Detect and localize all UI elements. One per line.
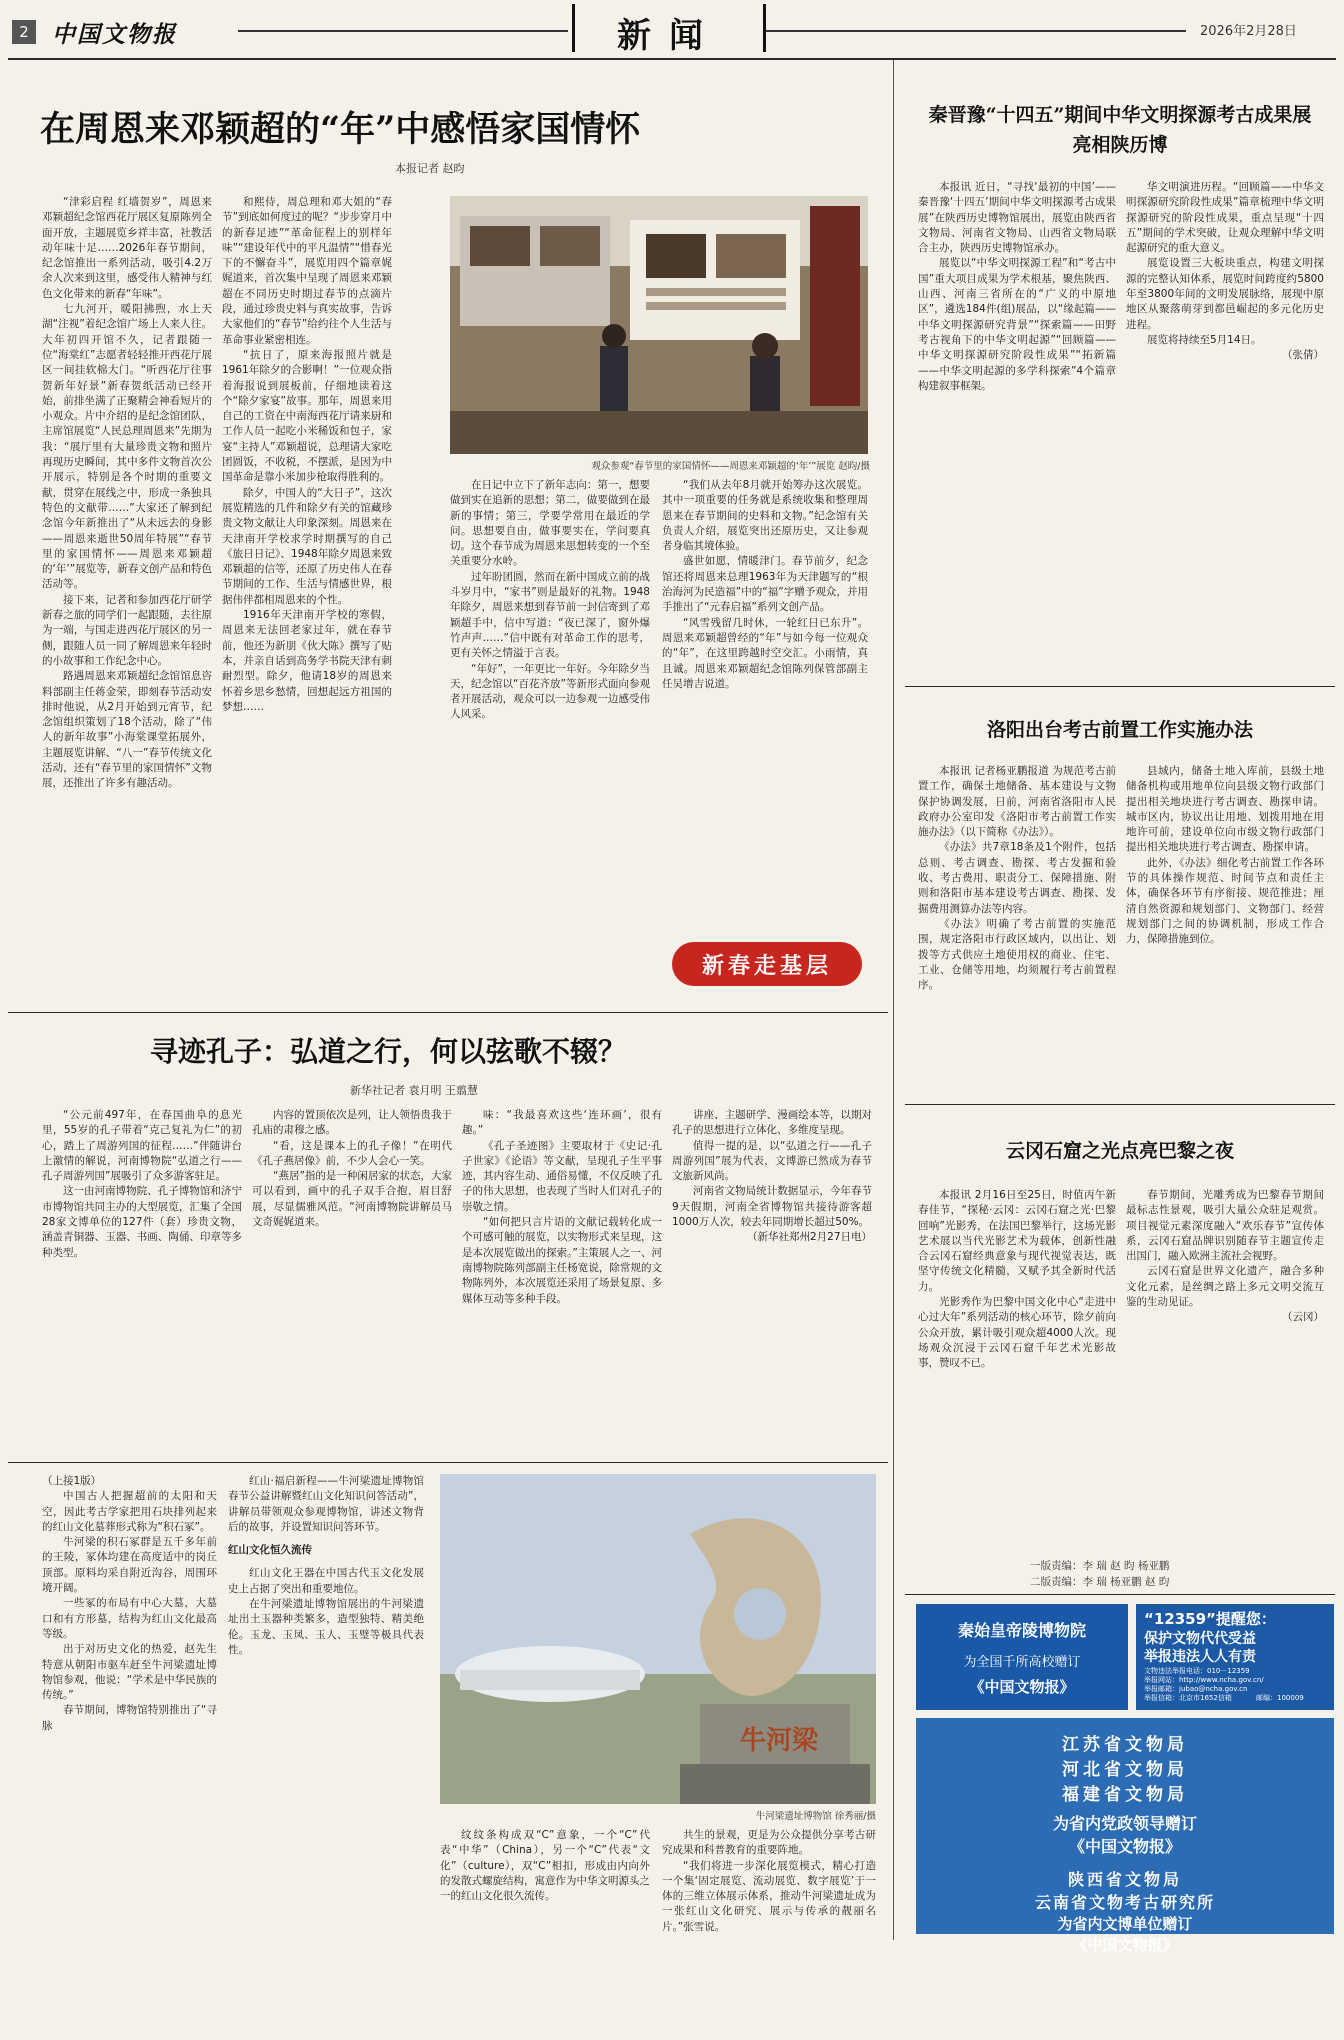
paragraph: 接下来，记者和参加西花厅研学新春之旅的同学们一起跟随，去往原为一端，与国走进西花厅展区的另一侧，跟随人员一同了解周恩来年轻时的小故事和工作纪念中心。 — [42, 593, 212, 667]
niuheliang-photo-art — [440, 1474, 876, 1804]
column-divider — [893, 60, 894, 1940]
spring-badge — [672, 942, 862, 986]
paragraph: 除夕，中国人的“大日子”，这次展览精选的几件和除夕有关的馆藏珍贵文物文献让人印象深刻。周恩来在天津南开学校求学时期撰写的自己《旅日日记》、1948年除夕周恩来致邓颖超的信等，还原了历史伟人在春节期间的工作、生活与情感世界，根据伟伴都相周恩来的个性。 — [222, 486, 392, 606]
niuheliang-photo-caption: 牛河梁遗址博物馆 徐秀丽/摄 — [755, 1811, 876, 1822]
ad-hotline-info4: 举报信箱：北京市1652信箱 — [1144, 1694, 1232, 1702]
article1-byline: 本报记者 赵昀 — [395, 162, 465, 175]
paragraph: 讲座、主题研学、漫画绘本等，以期对孔子的思想进行立体化、多维度呈现。 — [672, 1109, 872, 1137]
paragraph: 七九河开，暖阳拂煦，水上天湖“注视”着纪念馆广场上人来人往。大年初四开馆不久，记者跟随一位“海棠红”志愿者轻轻推开西花厅展区一间挂软棉大门。“听西花厅往事 贺新年好景”新春贺纸活动已经开始，前排坐满了正聚精会神看短片的小观众。片中介绍的是纪念馆团队，主席馆展览“人民总理周恩来”先期为我：“展厅里有大量珍贵文物和照片再现历史瞬间，其中多件文物首次公开展示，特别是各个时期的重要文献，贯穿在展线之中，形成一条独具特色的文献带……”大家还了解到纪念馆今年新推出了“从未远去的身影——周恩来逝世50周年特展”“春节里的家国情怀——周恩来邓颖超的‘年’”展览等，新春文创产品和特色活动等。 — [42, 303, 212, 591]
article1-title: 在周恩来邓颖超的“年”中感悟家国情怀 — [40, 109, 641, 150]
paragraph: 和熙侍，周总理和邓大姐的“春节”到底如何度过的呢？“步步穿月中的新春足迹”“革命征程上的别样年味”“建设年代中的平凡温情”“惜春光下的不懈奋斗”，展览用四个篇章娓娓道来，首次集中呈现了周恩来邓颖超在不同历史时期过春节的点滴片段，通过珍贵史料与真实故事，告诉大家他们的“春节”给约往个人生活与革命事业紧密相连。 — [222, 196, 392, 346]
paragraph: “公元前497年，在春国曲阜的息光里，55岁的孔子带着“克己复礼为仁”的初心，踏上了周游列国的征程……”伴随讲台上激情的解说，河南博物院“弘道之行——孔子周游列国”展吸引了众多游客驻足。 — [42, 1109, 242, 1183]
ad-hotline-line2: 举报违法人人有责 — [1144, 1649, 1256, 1665]
section-subhead: 红山文化恒久流传 — [228, 1544, 312, 1557]
spring-badge-text: 新春走基层 — [701, 953, 832, 979]
article6-col1 — [42, 1474, 217, 2034]
paragraph: “如何把只言片语的文献记载转化成一个可感可触的展览，以实物形式来呈现，这是本次展览做出的探索。”主策展人之一、河南博物院陈列部副主任杨宽说，除常规的文物陈列外，本次展览还采用了场景复原、多媒体互动等多种手段。 — [462, 1216, 662, 1305]
ad-hotline-info2[interactable]: 举报网站：http://www.ncha.gov.cn/ — [1144, 1676, 1264, 1684]
paragraph: 在牛河梁遗址博物馆展出的牛河梁遗址出土玉器种类繁多，造型独特、精美绝伦。玉龙、玉凤、玉人、玉璧等极具代表性。 — [228, 1598, 424, 1656]
article6-col2 — [228, 1474, 424, 2034]
article2-title: 秦晋豫“十四五”期间中华文明探源考古成果展亮相陕历博 — [928, 104, 1312, 156]
article5-col3 — [462, 1108, 662, 1458]
paragraph: 在日记中立下了新年志向：第一，想要做到实在追新的思想；第二，做要做到在最新的事情；第三，学要学常用在最近的学问。思想要自由，做事要实在，学问要真切。这个春节成为周恩来思想转变的一个至关重要分水岭。 — [450, 479, 650, 568]
ad-line3: 福建省文物局 — [1062, 1785, 1188, 1805]
article6-col3 — [440, 1828, 650, 2033]
paragraph: 县域内，储备土地入库前，县级土地储备机构或用地单位向县级文物行政部门提出相关地块进行考古调查、勘探申请。城市区内，协议出让用地、划拨用地在用地许可前，建设单位向市级文物行政部门提出相关地块进行考古调查、勘探申请。 — [1126, 765, 1324, 854]
paragraph: “年好”，一年更比一年好。今年除夕当天，纪念馆以“百花齐放”等新形式面向参观者开展活动，观众可以一边参观一边感受伟人风采。 — [450, 662, 650, 721]
article3-col2 — [1126, 764, 1324, 1134]
editors-block — [1030, 1558, 1169, 1590]
paragraph: 中国古人把握超前的太阳和天空，因此考古学家把用石块排列起来的红山文化墓葬形式称为“积石冢”。 — [42, 1490, 217, 1533]
article2-col2 — [1126, 180, 1324, 660]
ad-provincial-bureaus — [916, 1718, 1334, 1954]
article1-col2 — [222, 195, 392, 1085]
article5-byline: 新华社记者 袁月明 王翦慧 — [350, 1084, 478, 1097]
section-title: 新闻 — [617, 16, 721, 56]
header-rule-right — [766, 30, 1186, 32]
article3-title: 洛阳出台考古前置工作实施办法 — [986, 719, 1253, 741]
ad-line1: 江苏省文物局 — [1062, 1735, 1188, 1755]
ad-line2: 河北省文物局 — [1062, 1760, 1188, 1780]
ad-hotline-line1: 保护文物代代受益 — [1144, 1631, 1256, 1647]
paragraph: 纹纹条构成双“C”意象，一个“C”代表“中华”（China），另一个“C”代表“文化”（culture），双“C”相扣，形成由内向外的发散式螺旋结构，寓意作为中华文明源头之一的红山文化很久流传。 — [440, 1829, 650, 1903]
paragraph: 春节期间，光雕秀成为巴黎春节期间最标志性景观，吸引大量公众驻足观赏。项目视觉元素深度融入“欢乐春节”宣传体系，云冈石窟品牌识别随春节主题宣传走出国门，融入欧洲主流社会视野。 — [1126, 1189, 1324, 1263]
article1-col4 — [662, 478, 868, 933]
article1-col1 — [42, 195, 212, 1085]
paragraph: 路遇周恩来邓颖超纪念馆馆息咨料部副主任蒋金荣，即刻春节活动安排时他说，从2月开始到元宵节，纪念馆组织策划了18个活动，除了“伟人的新年故事”小海棠课堂拓展外，主题展览讲解、“八一”春节传统文化活动，还有“春节里的家国情怀”文物展，还推出了许多有趣活动。 — [42, 670, 212, 790]
paragraph: 值得一提的是，以“弘道之行——孔子周游列国”展为代表，文博游已然成为春节文旅新风尚。 — [672, 1139, 872, 1183]
article4-col2 — [1126, 1188, 1324, 1508]
ad-line5: 《中国文物报》 — [1068, 1837, 1181, 1856]
paragraph: 春节期间，博物馆特别推出了“寻脉 — [42, 1704, 217, 1732]
paragraph: “我们从去年8月就开始筹办这次展览。其中一项重要的任务就是系统收集和整理周恩来在春节期间的史料和文物。”纪念馆有关负责人介绍，展览突出还原历史，又让参观者身临其境体验。 — [662, 479, 868, 553]
paragraph: “看，这是课本上的孔子像！”在明代《孔子燕居像》前，不少人会心一笑。 — [252, 1139, 452, 1167]
header-bottom-rule — [8, 58, 1336, 60]
masthead-logo: 中国文物报 — [52, 21, 177, 48]
paragraph: 光影秀作为巴黎中国文化中心“走进中心过大年”系列活动的核心环节，除夕前向公众开放，累计吸引观众超4000人次。现场观众沉浸于云冈石窟千年艺术光影故事，赞叹不已。 — [918, 1296, 1116, 1370]
ad-report-hotline — [1136, 1604, 1334, 1710]
ad-line4: 为省内党政领导赠订 — [1052, 1814, 1197, 1833]
paragraph: 过年盼团圆，然而在新中国成立前的战斗岁月中，“家书”则是最好的礼物。1948年除夕，周恩来想到春节前一封信寄到了邓颖超手中，信中写道：“夜已深了，窗外爆竹声声……”信中既有对革命工作的思考，更有关怀之情溢于言表。 — [450, 570, 650, 660]
paragraph: 牛河梁的积石冢群是五千多年前的王陵，冢体均建在高度适中的岗丘顶部。原料均采自附近沟谷，周围环境开阔。 — [42, 1536, 217, 1595]
article4-col1 — [918, 1188, 1116, 1508]
rule — [905, 1594, 1335, 1595]
article4-title: 云冈石窟之光点亮巴黎之夜 — [1005, 1140, 1234, 1162]
paragraph: 展览设置三大板块重点，构建文明探源的完整认知体系，展览时间跨度约5800年至3800年间的文明发展脉络，展现中原地区从聚落萌芽到都邑崛起的多元化历史进程。 — [1126, 257, 1324, 331]
ad-line8: 为省内文博单位赠订 — [1057, 1915, 1193, 1933]
paragraph: 本报讯 近日，“寻找‘最初的中国’——秦晋豫‘十四五’期间中华文明探源考古成果展”在陕西历史博物馆展出，展览由陕西省文物局、河南省文物局、山西省文物局联合主办，陕西历史博物馆承办。 — [918, 181, 1116, 255]
editors-line-2: 二版责编：李 瑞 杨亚鹏 赵 昀 — [1030, 1576, 1170, 1588]
paragraph: 1916年天津南开学校的寒假，周恩来无法回老家过年，就在春节前，他还为新朋《伙大陈》撰写了贴本，并亲自话到高务学书院天津有刺耐烈型。除夕，他请18岁的周恩来怀着乡思乡愁情，回想起远方祖国的梦想…… — [222, 609, 392, 713]
article5-title: 寻迹孔子：弘道之行，何以弦歌不辍？ — [150, 1035, 627, 1068]
paragraph: （张倩） — [1282, 349, 1324, 362]
article5-col1 — [42, 1108, 242, 1458]
stone-inscription: 牛河梁 — [740, 1726, 819, 1756]
ad-terracotta-line1: 秦始皇帝陵博物院 — [957, 1621, 1086, 1640]
exhibition-photo — [450, 196, 868, 454]
article5-col2 — [252, 1108, 452, 1458]
article6-col4 — [662, 1828, 876, 2033]
paragraph: 云冈石窟是世界文化遗产，融合多种文化元素，是丝绸之路上多元文明交流互鉴的生动见证。 — [1126, 1265, 1324, 1309]
ad-line9: 《中国文物报》 — [1072, 1936, 1178, 1954]
paragraph: “风雪残留几时休，一轮红日已东升”。周恩来邓颖超曾经的“年”与如今每一位观众的“年”，在这里跨越时空交汇。小雨情，真且诚。周恩来邓颖超纪念馆陈列保管部副主任吴增吉说道。 — [662, 616, 868, 690]
article5-col4 — [672, 1108, 872, 1458]
section-box — [572, 4, 766, 56]
paragraph: 一些冢的布局有中心大墓，大墓口和有方形墓，结构为红山文化最高等级。 — [42, 1597, 217, 1640]
page-header — [0, 0, 1344, 58]
ad-terracotta-line3: 《中国文物报》 — [969, 1678, 1075, 1696]
ad-line7: 云南省文物考古研究所 — [1034, 1893, 1215, 1912]
exhibition-photo-caption: 观众参观“春节里的家国情怀——周恩来邓颖超的‘年’”展览 赵昀/摄 — [591, 461, 870, 472]
rule — [905, 1104, 1335, 1105]
rule — [8, 1012, 888, 1013]
ad-hotline-info3[interactable]: 举报邮箱：jubao@ncha.gov.cn — [1144, 1685, 1248, 1693]
rule — [8, 1462, 888, 1463]
issue-date: 2026年2月28日 — [1200, 24, 1297, 39]
paragraph: 本报讯 记者杨亚鹏报道 为规范考古前置工作，确保土地储备、基本建设与文物保护协调发展，日前，河南省洛阳市人民政府办公室印发《洛阳市考古前置工作实施办法》（以下简称《办法》）。 — [918, 765, 1116, 839]
exhibition-photo-art — [450, 196, 868, 454]
ad-line6: 陕西省文物局 — [1067, 1870, 1182, 1889]
paragraph: 出于对历史文化的热爱，赵先生特意从朝阳市驱车赶至牛河梁遗址博物馆参观，他说：“学术是中华民族的传统。” — [42, 1643, 217, 1702]
paragraph: 展览以“中华文明探源工程”和“考古中国”重大项目成果为学术根基，聚焦陕西、山西、河南三省所在的“广义的中原地区”，遴选184件(组)展品，以“缘起篇——中华文明探源研究背景”“探索篇——田野考古视角下的中华文明起源”“回顾篇——中华文明探源研究阶段性成果”“拓新篇——中华文明起源的多学科探索”4个篇章构建叙事框架。 — [918, 257, 1116, 392]
niuheliang-photo — [440, 1474, 876, 1804]
paragraph: 红山·福启新程——牛河梁遗址博物馆春节公益讲解暨红山文化知识问答活动”，讲解员带领观众参观博物馆，讲述文物背后的故事，并设置知识问答环节。 — [228, 1475, 424, 1533]
paragraph: 《孔子圣迹图》主要取材于《史记·孔子世家》《论语》等文献，呈现孔子生平事迹，其内容生动、通俗易懂，不仅反映了孔子的伟大思想，也表现了当时人们对孔子的崇敬之情。 — [462, 1139, 662, 1213]
paragraph: 此外，《办法》细化考古前置工作各环节的具体操作规范、时间节点和责任主体，确保各环节有序衔接、规范推进；厘清自然资源和规划部门、文物部门、经营规划部门之间的协调机制，形成工作合力，保障措施到位。 — [1126, 856, 1324, 946]
ad-hotline-info1: 文物违法举报电话：010－12359 — [1144, 1667, 1250, 1675]
article2-col1 — [918, 180, 1116, 660]
paragraph: 《办法》共7章18条及1个附件，包括总则、考古调查、勘探、考古发掘和验收、考古费用、职责分工、保障措施、附则和洛阳市基本建设考古调查、勘探、发掘费用测算办法等内容。 — [918, 841, 1116, 915]
paragraph: 本报讯 2月16日至25日，时值丙午新春佳节，“探秘·云冈：云冈石窟之光·巴黎回响”光影秀，在法国巴黎举行，这场光影艺术展以当代光影艺术为载体，创新性融合云冈石窟经典意象与现代视觉表达，既坚守传统文化精髓，又赋予其全新时代活力。 — [918, 1189, 1116, 1293]
continued-note: （上接1版） — [42, 1475, 102, 1487]
ad-terracotta-museum — [916, 1604, 1128, 1710]
paragraph: 河南省文物局统计数据显示，今年春节9天假期，河南全省博物馆共接待游客超1000万人次，较去年同期增长超过50%。 — [672, 1185, 872, 1229]
paragraph: 展览将持续至5月14日。 — [1147, 333, 1262, 346]
paragraph: 这一由河南博物院、孔子博物馆和济宁市博物馆共同主办的大型展览，汇集了全国28家文博单位的127件（套）珍贵文物，涵盖青铜器、玉器、书画、陶俑、印章等多种类型。 — [42, 1185, 242, 1259]
ad-hotline-info5: 邮编：100009 — [1256, 1694, 1304, 1702]
paragraph: “我们将进一步深化展览模式，精心打造一个集‘固定展览、流动展览、数字展览’于一体的三维立体展示体系，推动牛河梁遗址成为一张红山文化研究、展示与传承的靓丽名片。”张雪说。 — [662, 1859, 876, 1933]
editors-line-1: 一版责编：李 瑞 赵 昀 杨亚鹏 — [1030, 1560, 1170, 1572]
article1-col3 — [450, 478, 650, 1085]
header-rule-left — [238, 30, 568, 32]
ad-terracotta-line2: 为全国千所高校赠订 — [963, 1655, 1081, 1670]
paragraph: 华文明演进历程。“回顾篇——中华文明探源研究阶段性成果”篇章梳理中华文明探源研究的阶段性成果，重点呈现“十四五”期间的学术突破，让观众理解中华文明起源研究的重大意义。 — [1126, 181, 1324, 255]
article3-col1 — [918, 764, 1116, 1134]
paragraph: 共生的景观，更是为公众提供分享考古研究成果和科普教育的重要阵地。 — [662, 1829, 876, 1857]
ad-hotline-title: “12359”提醒您： — [1144, 1610, 1276, 1628]
paragraph: （新华社郑州2月27日电） — [746, 1231, 872, 1244]
paragraph: （云冈） — [1282, 1311, 1324, 1324]
paragraph: 《办法》明确了考古前置的实施范围，规定洛阳市行政区域内，以出让、划拨等方式供应土地使用权的商业、住宅、工业、仓储等用地，均须履行考古前置程序。 — [918, 917, 1116, 992]
paragraph: “抗日了，原来海报照片就是1961年除夕的合影啊！”一位观众指着海报说到展板前，仔细地读着这个“除夕家宴”故事。那年，周恩来用自己的工资在中南海西花厅请来厨和工作人员一起吃小米稀饭和包子，家宴“主持人”邓颖超说，总理请大家吃团圆饭，不收税，不摆派，是因为中国革命是靠小米加步枪取得胜利的。 — [222, 348, 392, 484]
paragraph: “津彩启程 红墙贺岁”，周恩来邓颖超纪念馆西花厅展区复原陈列全面开放，主题展览乡祥丰富，社教活动年味十足……2026年春节期间，纪念馆推出一系列活动，吸引4.2万余人次来到这里，感受伟人精神与红色文化带来的新春“年味”。 — [42, 196, 212, 300]
paragraph: 盛世如愿，情暖津门。春节前夕，纪念馆还将周恩来总理1963年为天津题写的“根治海河为民造福”中的“福”字赠予观众，并用手推出了“元春启福”系列文创产品。 — [662, 555, 868, 614]
paragraph: 味：“我最喜欢这些‘连环画’，很有趣。” — [462, 1109, 662, 1137]
rule — [905, 686, 1335, 687]
paragraph: 红山文化王器在中国古代玉文化发展史上占据了突出和重要地位。 — [228, 1567, 424, 1595]
page-number: 2 — [12, 20, 36, 44]
paragraph: “燕居”指的是一种闲居家的状态，大家可以看到，画中的孔子双手合抱，眉目舒展，尽显儒雅风范。“河南博物院讲解员马文奇娓娓道来。 — [252, 1170, 452, 1229]
paragraph: 内容的置顶依次是列，让人领悟贵我于孔庙的肃穆之感。 — [252, 1109, 452, 1137]
